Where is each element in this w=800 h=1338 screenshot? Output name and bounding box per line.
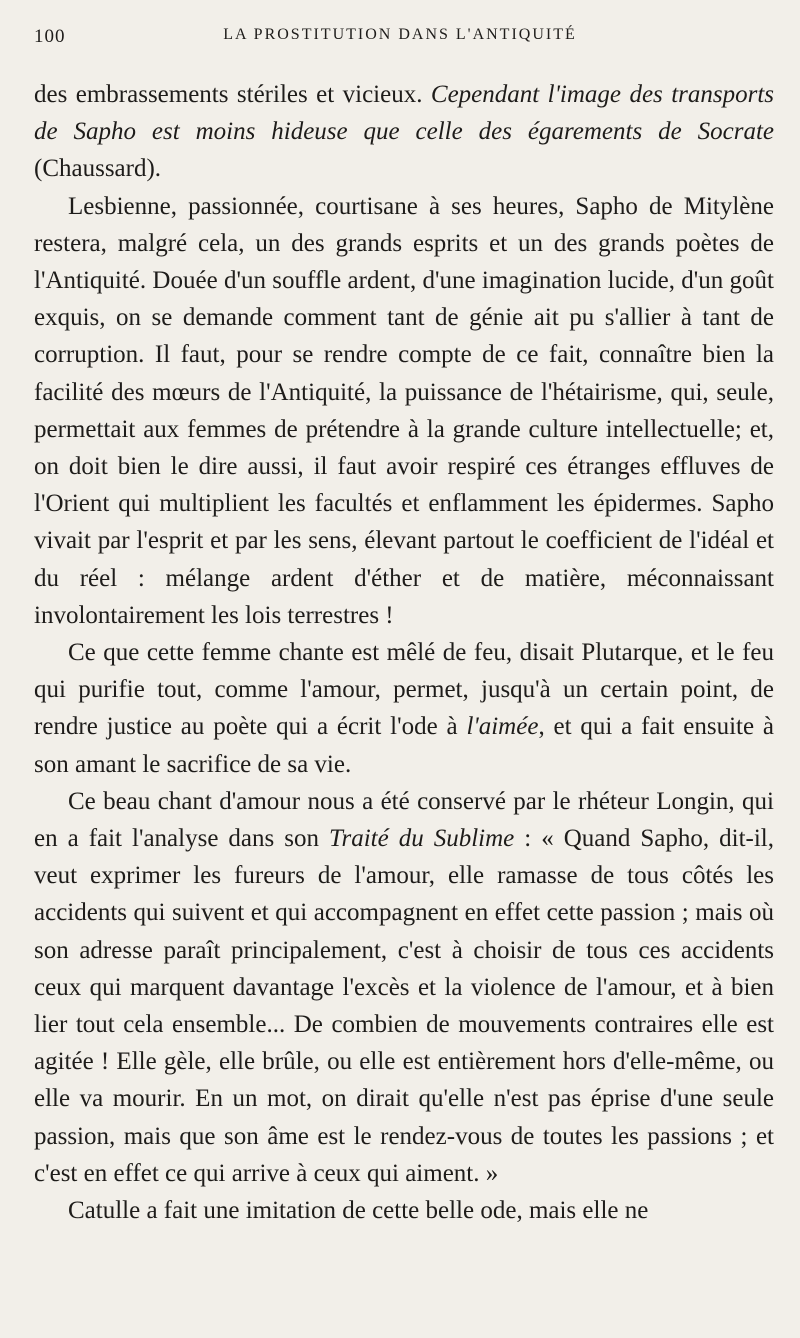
page-number: 100 bbox=[34, 26, 66, 47]
italic-text: l'aimée bbox=[466, 713, 539, 741]
text-run: Catulle a fait une imitation de cette belle ode, mais elle ne bbox=[68, 1197, 649, 1225]
paragraph bbox=[34, 188, 774, 634]
text-run: : « Quand Sapho, dit-il, veut exprimer les fureurs de l'amour, elle ramasse de tous côtés les accidents qui suivent et qui accompagnent en effet cette passion ; mais où son adresse paraît principalement, c'est à choisir de tous ces accidents ceux qui marquent davantage l'excès et la violence de l'amour, et à bien lier tout cela ensemble... De combien de mouvements contraires elle est agitée ! Elle gèle, elle brûle, ou elle est entièrement hors d'elle-même, ou elle va mourir. En un mot, on dirait qu'elle n'est pas éprise d'une seule passion, mais que son âme est le rendez-vous de toutes les passions ; et c'est en effet ce qui arrive à ceux qui aiment. » bbox=[34, 825, 774, 1187]
text-run: Ce que cette femme chante est mêlé de feu, disait Plutarque, et le feu qui purifie tout, comme l'amour, permet, jusqu'à un certain point, de rendre justice au poète qui a écrit l'ode à bbox=[34, 639, 774, 741]
paragraph bbox=[34, 76, 774, 188]
text-run: (Chaussard). bbox=[34, 155, 162, 183]
text-run: des embrassements stériles et vicieux. bbox=[34, 81, 431, 108]
paragraph bbox=[34, 783, 774, 1192]
text-run: Ce beau chant d'amour nous a été conservé par le rhéteur Longin, qui en a fait l'analyse dans son bbox=[34, 787, 774, 853]
paragraph bbox=[34, 634, 774, 783]
body-text bbox=[34, 76, 774, 1229]
paragraph bbox=[34, 1192, 774, 1229]
running-head bbox=[34, 26, 766, 50]
italic-text: Cependant l'image des transports de Sapho est moins hideuse que celle des égarements de Socrate bbox=[34, 81, 775, 146]
text-run: , et qui a fait ensuite à son amant le sacrifice de sa vie. bbox=[34, 713, 774, 778]
italic-text: Traité du Sublime bbox=[328, 825, 515, 853]
running-title: LA PROSTITUTION DANS L'ANTIQUITÉ bbox=[223, 26, 577, 43]
text-run: Lesbienne, passionnée, courtisane à ses heures, Sapho de Mitylène restera, malgré cela, un des grands esprits et un des grands poètes de l'Antiquité. Douée d'un souffle ardent, d'une imagination lucide, d'un goût exquis, on se demande comment tant de génie ait pu s'allier à tant de corruption. Il faut, pour se rendre compte de ce fait, connaître bien la facilité des mœurs de l'Antiquité, la puissance de l'hétairisme, qui, seule, permettait aux femmes de prétendre à la grande culture intellectuelle; et, on doit bien le dire aussi, il faut avoir respiré ces étranges effluves de l'Orient qui multiplient les facultés et enflamment les épidermes. Sapho vivait par l'esprit et par les sens, élevant partout le coefficient de l'idéal et du réel : mélange ardent d'éther et de matière, méconnaissant involontairement les lois terrestres ! bbox=[34, 192, 774, 629]
